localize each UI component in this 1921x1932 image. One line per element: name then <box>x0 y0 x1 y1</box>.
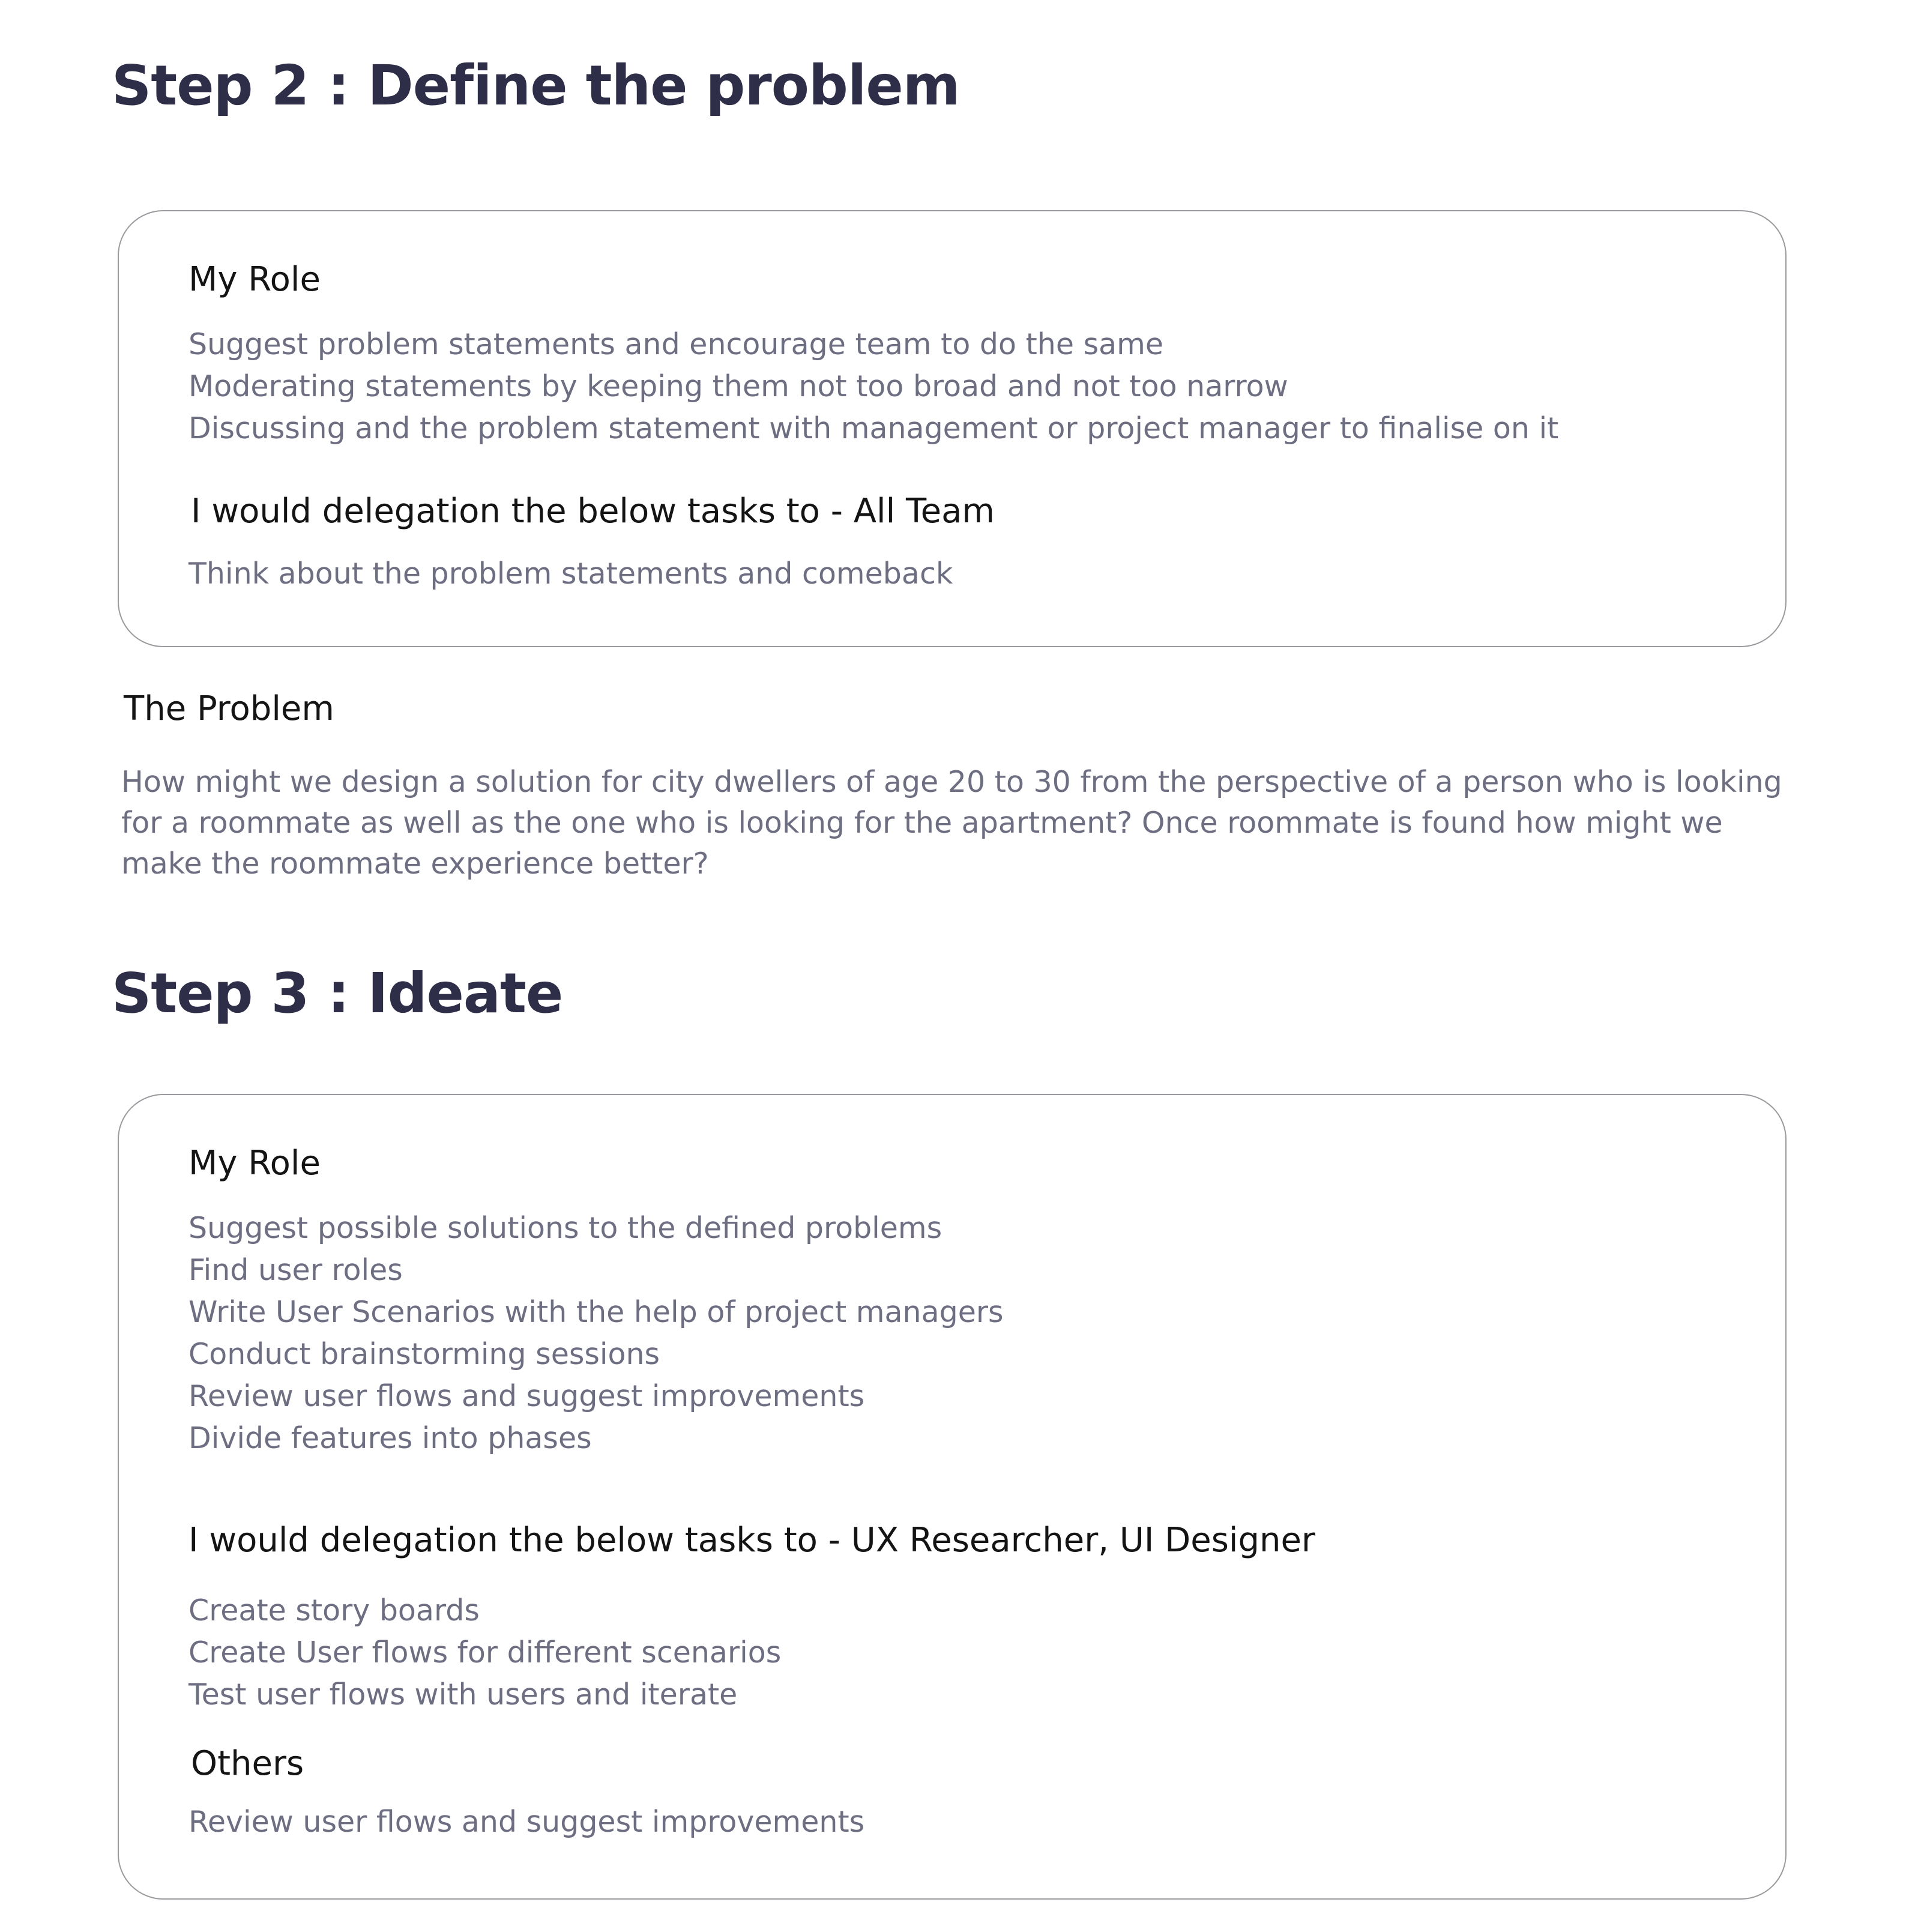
step3-card <box>118 1094 1787 1900</box>
list-item: Conduct brainstorming sessions <box>188 1337 660 1371</box>
step3-delegation-list <box>188 1590 781 1716</box>
list-item: Discussing and the problem statement with management or project manager to finalise on it <box>188 411 1559 445</box>
list-item: Suggest problem statements and encourage team to do the same <box>188 327 1164 361</box>
list-item: Write User Scenarios with the help of project managers <box>188 1295 1004 1329</box>
step3-others-heading: Others <box>191 1744 304 1783</box>
problem-heading: The Problem <box>124 689 334 728</box>
step2-role-list <box>188 324 1558 450</box>
list-item: Divide features into phases <box>188 1421 592 1455</box>
list-item: Review user flows and suggest improvements <box>188 1379 865 1413</box>
step2-card <box>118 210 1787 647</box>
list-item: Test user flows with users and iterate <box>188 1677 738 1712</box>
step2-title: Step 2 : Define the problem <box>112 53 960 118</box>
step3-role-heading: My Role <box>188 1144 321 1183</box>
list-item: Find user roles <box>188 1253 403 1287</box>
list-item: Moderating statements by keeping them not too broad and not too narrow <box>188 369 1288 403</box>
step3-title: Step 3 : Ideate <box>112 961 563 1025</box>
list-item: Create story boards <box>188 1593 480 1628</box>
step2-delegation-list <box>188 553 953 595</box>
step3-delegation-heading: I would delegation the below tasks to - UX Researcher, UI Designer <box>188 1521 1315 1560</box>
step3-others-list <box>188 1801 864 1843</box>
step2-delegation-heading: I would delegation the below tasks to - All Team <box>191 492 995 531</box>
list-item: Review user flows and suggest improvements <box>188 1805 865 1839</box>
step2-role-heading: My Role <box>188 260 321 299</box>
step3-role-list <box>188 1207 1004 1460</box>
list-item: Think about the problem statements and comeback <box>188 557 953 591</box>
list-item: Create User flows for different scenarios <box>188 1635 782 1670</box>
list-item: Suggest possible solutions to the defined problems <box>188 1211 942 1245</box>
problem-statement: How might we design a solution for city dwellers of age 20 to 30 from the perspective of a person who is looking for a roommate as well as the one who is looking for the apartment? Once roommate is found how might we make the roommate experience better? <box>121 765 1782 881</box>
